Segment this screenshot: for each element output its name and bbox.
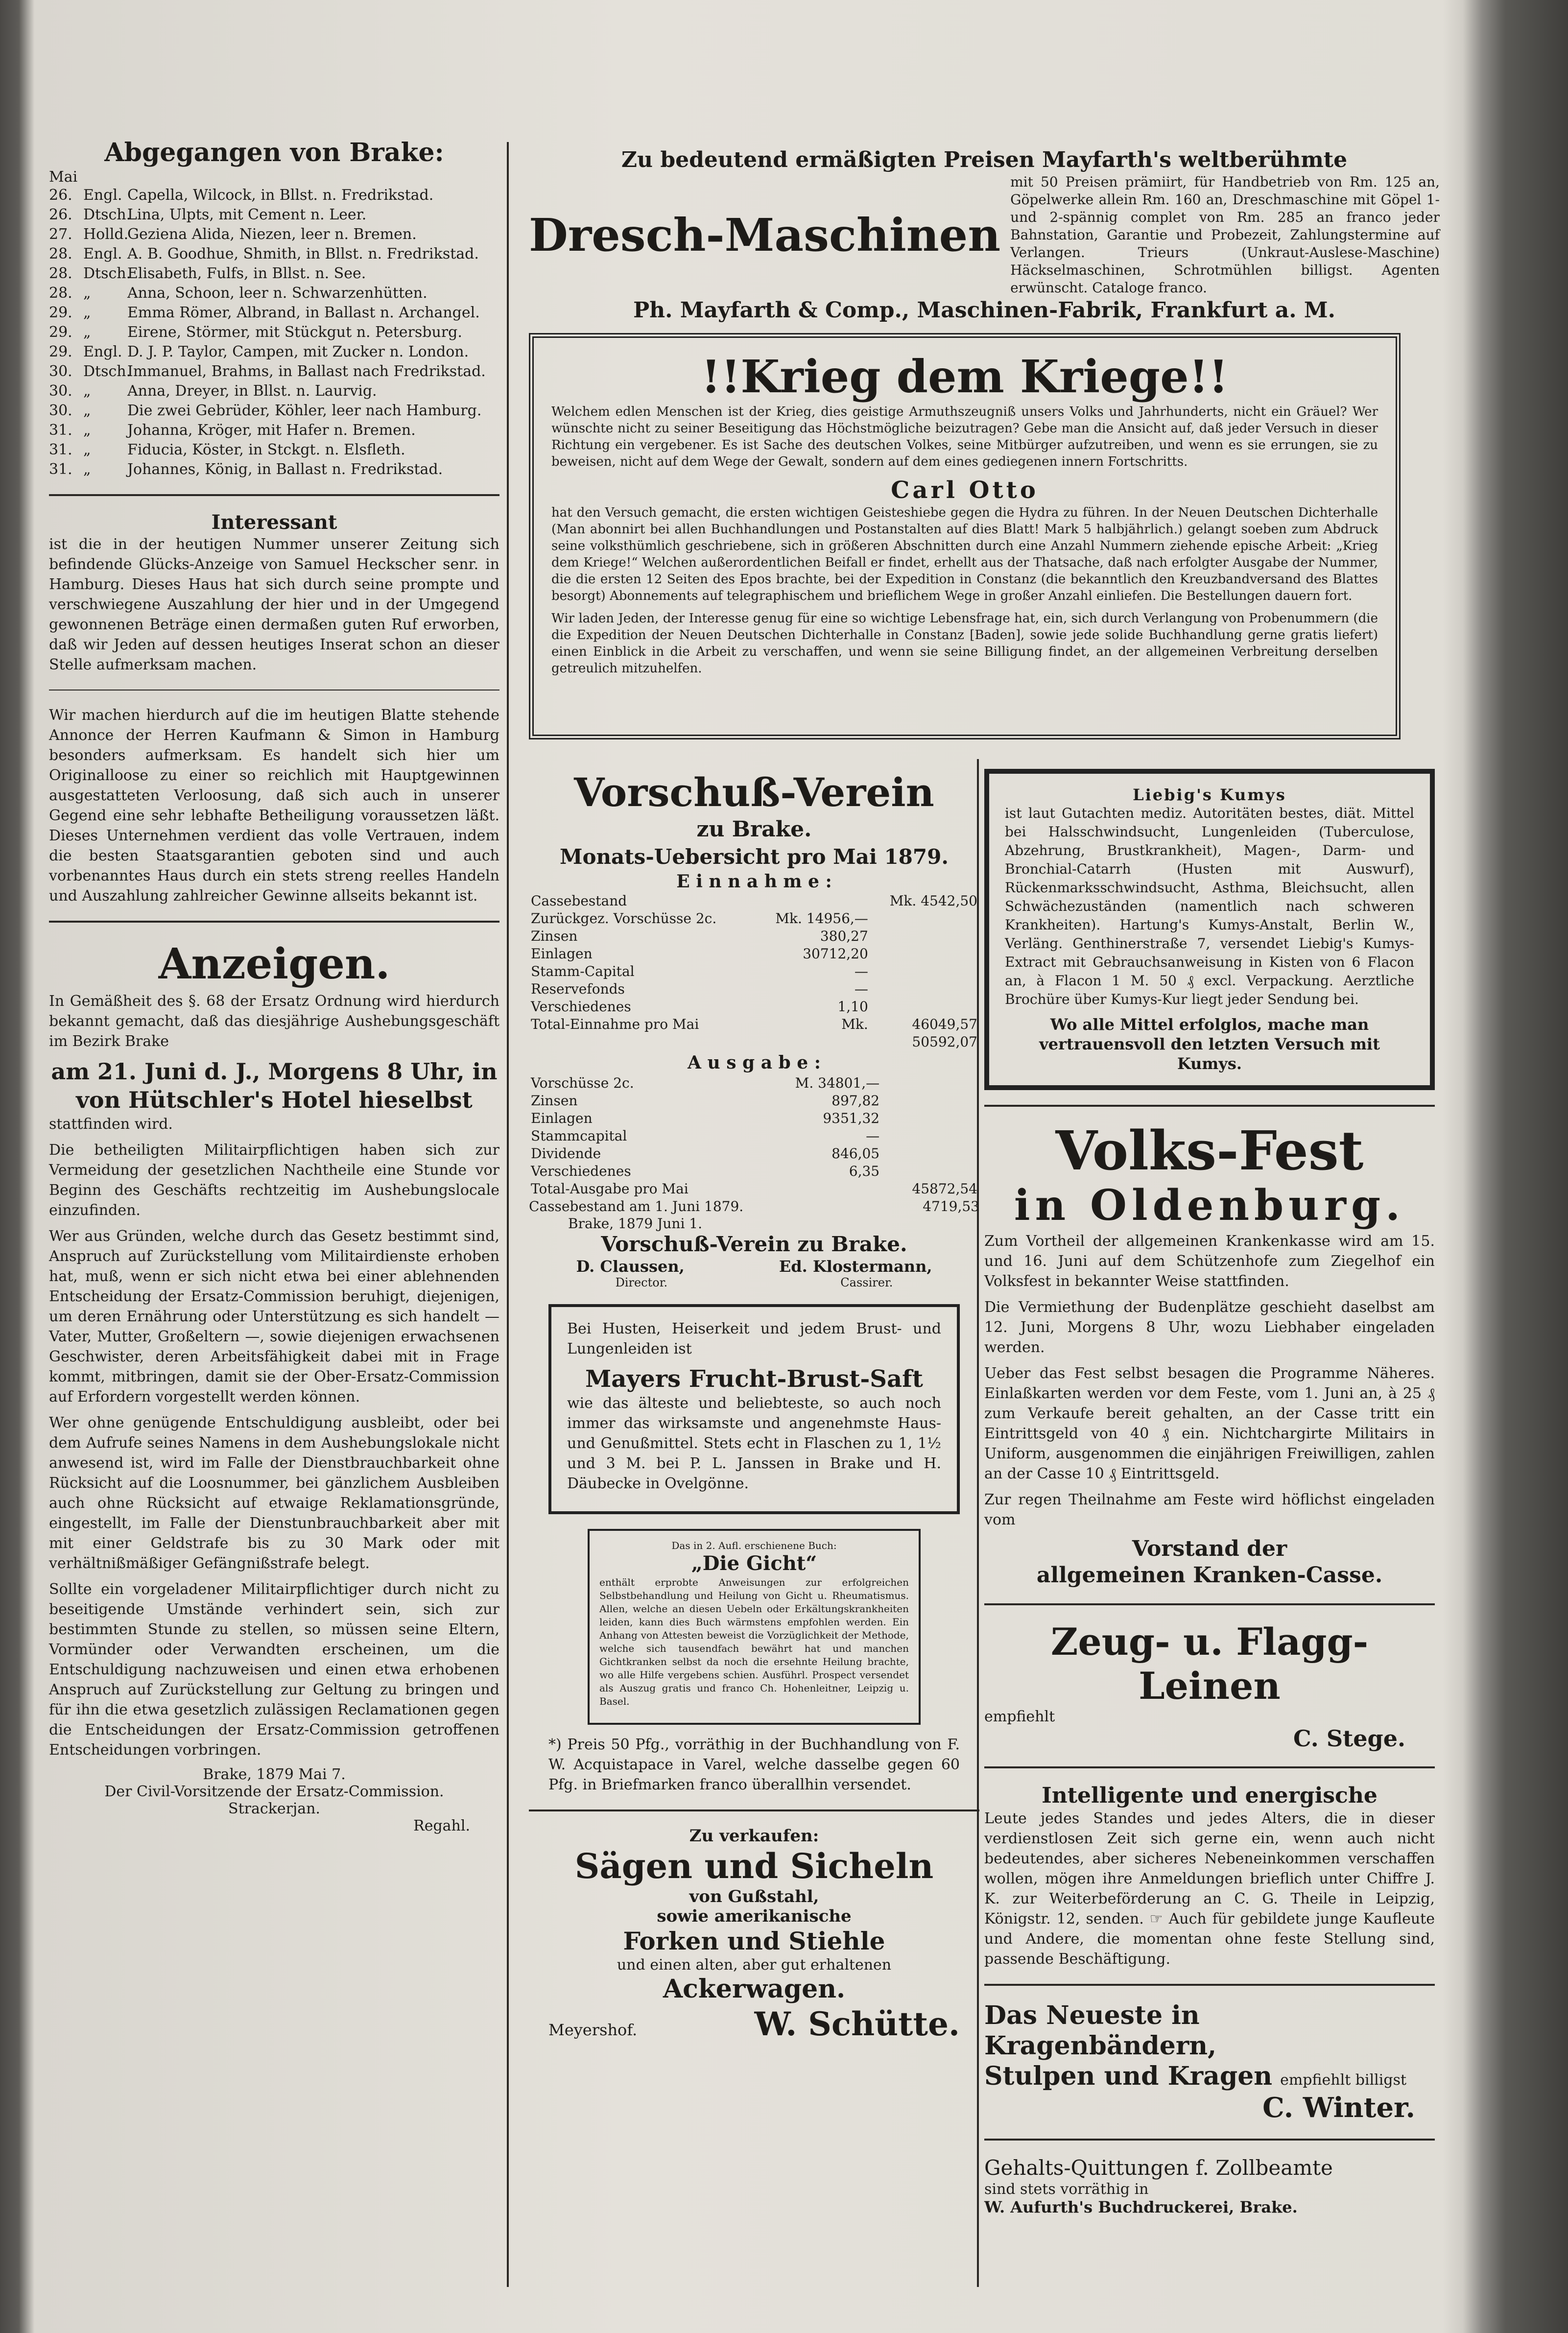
finance-cell-a: 846,05 <box>832 1145 880 1162</box>
departure-day: 31. <box>49 422 72 439</box>
interessant-text: ist die in der heutigen Nummer unserer Zeitung sich befindende Glücks-Anzeige von Samuel Heckscher senr. in Hamburg. Dieses Haus hat sich durch seine prompte und verschwiegene Auszahlung der hier und in der Umgegend gewonnenen Beträge einen dermaßen guten Ruf erworben, daß wir Jeden auf dessen heutiges Inserat schon an dieser Stelle aufmerksam machen. <box>49 536 499 673</box>
finance-cell-b <box>881 1092 979 1110</box>
volksfest-sig2: allgemeinen Kranken-Casse. <box>1036 1563 1383 1588</box>
departure-nat: Holld. <box>83 226 129 243</box>
finance-cell-label: Dividende <box>531 1145 601 1162</box>
departure-day: 31. <box>49 441 72 458</box>
departure-entry <box>49 421 499 440</box>
volksfest-city: in Oldenburg. <box>1014 1181 1405 1230</box>
vorschuss-place: Brake, 1879 Juni 1. <box>568 1215 703 1232</box>
vorschuss-footer: Vorschuß-Verein zu Brake. <box>601 1232 907 1256</box>
finance-row <box>529 1145 979 1163</box>
departure-nat: „ <box>83 422 91 439</box>
departure-nat: „ <box>83 402 91 419</box>
divider <box>49 494 499 496</box>
anzeigen-place-date: Brake, 1879 Mai 7. <box>203 1766 346 1783</box>
column-middle <box>529 769 979 2043</box>
anzeigen-name2: Regahl. <box>413 1817 470 1834</box>
finance-cell-b <box>870 928 979 945</box>
departure-text: Eirene, Störmer, mit Stückgut n. Petersburg. <box>127 324 462 341</box>
vorschuss-income-table <box>529 892 979 1051</box>
finance-cell-b <box>870 910 979 928</box>
finance-cell-a: Mk. 14956,— <box>775 910 868 927</box>
departure-text: Johannes, König, in Ballast n. Fredrikstad. <box>127 461 443 478</box>
kragen-line2: Stulpen und Kragen <box>984 2061 1273 2091</box>
departure-entry <box>49 284 499 303</box>
volksfest-title: Volks-Fest <box>1055 1119 1364 1182</box>
vorschuss-cash-label: Cassebestand am 1. Juni 1879. <box>529 1198 744 1214</box>
finance-cell-b: 46049,57 <box>912 1016 977 1032</box>
finance-cell-b <box>881 1145 979 1163</box>
departure-entry <box>49 362 499 381</box>
departure-day: 27. <box>49 226 72 243</box>
gicht-ad <box>588 1529 921 1725</box>
vorschuss-income-label: E i n n a h m e : <box>676 871 832 892</box>
kragen-tail: empfiehlt billigst <box>1280 2071 1407 2089</box>
finance-cell-label: Total-Ausgabe pro Mai <box>531 1181 689 1197</box>
finance-cell-b: Mk. 4542,50 <box>889 893 977 909</box>
divider <box>984 1603 1435 1605</box>
dresch-text: mit 50 Preisen prämiirt, für Handbetrieb von Rm. 125 an, Göpelwerke allein Rm. 160 an, Dreschmaschine mit Göpel 1- und 2-spännig complet von Rm. 285 an franco jeder Bahnstation, Garantie und Probezeit, Zahlungstermine auf Verlangen. Trieurs (Unkraut-Auslese-Maschine) Häckselmaschinen, Schrotmühlen billigst. Agenten erwünscht. Cataloge franco. <box>1010 174 1440 296</box>
finance-cell-a: 380,27 <box>820 928 868 944</box>
kragen-line1: Das Neueste in Kragenbändern, <box>984 2000 1217 2061</box>
departure-nat: Dtsch. <box>83 265 131 282</box>
finance-cell-b <box>870 998 979 1016</box>
finance-cell-label: Vorschüsse 2c. <box>531 1075 634 1091</box>
departure-entry <box>49 381 499 401</box>
finance-row <box>529 910 979 928</box>
liebig-bold: Wo alle Mittel erfolglos, mache man vertrauensvoll den letzten Versuch mit Kumys. <box>1039 1015 1380 1073</box>
gicht-note: *) Preis 50 Pfg., vorräthig in der Buchhandlung von F. W. Acquistapace in Varel, welche dasselbe gegen 60 Pfg. in Briefmarken franco überallhin versendet. <box>548 1736 960 1793</box>
saegen-title: Sägen und Sicheln <box>574 1846 934 1886</box>
finance-cell-a: 30712,20 <box>803 946 868 962</box>
gicht-text: enthält erprobte Anweisungen zur erfolgreichen Selbstbehandlung und Heilung von Gicht u. Rheumatismus. Allen, welche an diesen Uebeln oder Erkältungskrankheiten leiden, kann dies Buch wärmstens empfohlen werden. Ein Anhang von Attesten beweist die Vorzüglichkeit der Methode, welche sich tausendfach bewährt hat und manchen Gichtkranken selbst da noch die ersehnte Heilung brachte, wo alle Hilfe vergebens schien. Ausführl. Prospect versendet als Auszug gratis und franco Ch. Hohenleitner, Leipzig u. Basel. <box>599 1576 909 1707</box>
departure-day: 29. <box>49 324 72 341</box>
departure-text: Die zwei Gebrüder, Köhler, leer nach Hamburg. <box>127 402 482 419</box>
anzeigen-after: stattfinden wird. <box>49 1116 173 1133</box>
gicht-title: „Die Gicht“ <box>691 1552 817 1575</box>
finance-cell-label: Verschiedenes <box>531 1163 631 1179</box>
finance-row <box>529 928 979 945</box>
dresch-ad <box>529 147 1440 324</box>
finance-cell-a <box>757 1180 881 1198</box>
departure-text: Capella, Wilcock, in Bllst. n. Fredrikstad. <box>127 187 434 204</box>
finance-row <box>529 980 979 998</box>
finance-row <box>529 945 979 963</box>
kragen-name: C. Winter. <box>1262 2092 1415 2124</box>
departure-text: Johanna, Kröger, mit Hafer n. Bremen. <box>127 422 416 439</box>
departure-day: 28. <box>49 245 72 262</box>
departures-month: Mai <box>49 168 78 186</box>
departure-day: 30. <box>49 382 72 400</box>
finance-row <box>529 892 979 910</box>
zeug-name: C. Stege. <box>1293 1725 1405 1752</box>
interessant-title: Interessant <box>211 511 337 534</box>
finance-row <box>529 1092 979 1110</box>
finance-row <box>529 998 979 1016</box>
mayers-intro: Bei Husten, Heiserkeit und jedem Brust- und Lungenleiden ist <box>567 1320 941 1357</box>
finance-cell-label: Total-Einnahme pro Mai <box>531 1016 699 1032</box>
vorschuss-expense-label: A u s g a b e : <box>688 1052 821 1073</box>
gehalts-title: Gehalts-Quittungen f. Zollbeamte <box>984 2156 1333 2180</box>
departure-text: Geziena Alida, Niezen, leer n. Bremen. <box>127 226 417 243</box>
finance-cell-label: Reservefonds <box>531 981 625 997</box>
anzeigen-signer: Der Civil-Vorsitzende der Ersatz-Commission. <box>104 1783 444 1800</box>
krieg-p3: Wir laden Jeden, der Interesse genug für eine so wichtige Lebensfrage hat, ein, sich durch Verlangung von Probenummern (die die Expedition der Neuen Deutschen Dichterhalle in Constanz [Baden], sowie jede solide Buchhandlung gerne gratis liefert) einen Einblick in die Arbeit zu verschaffen, und wenn sie seine Billigung findet, an der allgemeinen Verbreitung derselben getreulich mitzuhelfen. <box>551 611 1378 676</box>
departure-nat: Dtsch. <box>83 363 131 380</box>
departure-text: Immanuel, Brahms, in Ballast nach Fredrikstad. <box>127 363 486 380</box>
volksfest-p2: Die Vermiethung der Budenplätze geschieht daselbst am 12. Juni, Morgens 8 Uhr, wozu Liebhaber eingeladen werden. <box>984 1299 1435 1356</box>
finance-row <box>529 1110 979 1127</box>
finance-cell-a: Mk. <box>841 1016 868 1032</box>
departure-nat: „ <box>83 441 91 458</box>
departure-text: Lina, Ulpts, mit Cement n. Leer. <box>127 206 367 223</box>
finance-row <box>529 963 979 980</box>
departure-nat: Dtsch. <box>83 206 131 223</box>
departure-entry <box>49 303 499 323</box>
anzeigen-title: Anzeigen. <box>158 939 390 989</box>
gehalts-firm: W. Aufurth's Buchdruckerei, Brake. <box>984 2198 1298 2216</box>
divider <box>984 2139 1435 2141</box>
vorschuss-cash-value: 4719,53 <box>923 1198 979 1214</box>
saegen-name: W. Schütte. <box>754 2005 960 2043</box>
departure-nat: Engl. <box>83 245 122 262</box>
anzeigen-p2: Wer aus Gründen, welche durch das Gesetz bestimmt sind, Anspruch auf Zurückstellung vom Militairdienste erhoben hat, muß, wenn er sich nicht etwa bei einer ablehnenden Entscheidung der Ersatz-Commission beruhigt, diejenigen, um deren Ernährung oder Unterstützung es sich handelt — Vater, Mutter, Großeltern —, sowie diejenigen erwachsenen Geschwister, deren Arbeitsfähigkeit dabei mit in Frage kommt, mitbringen, damit sie der Ober-Ersatz-Commission auf Erfordern vorgestellt werden können. <box>49 1228 499 1405</box>
finance-cell-b: 45872,54 <box>912 1181 977 1197</box>
anzeigen-name1: Strackerjan. <box>228 1800 320 1817</box>
vorschuss-sig2: Ed. Klostermann, <box>779 1257 932 1276</box>
liebig-title: Liebig's Kumys <box>1133 786 1286 804</box>
finance-cell-b <box>881 1074 979 1092</box>
vorschuss-sig1: D. Claussen, <box>576 1257 685 1276</box>
departure-nat: „ <box>83 304 91 321</box>
finance-cell-label: Zinsen <box>531 1093 578 1109</box>
finance-cell-a: M. 34801,— <box>795 1075 880 1091</box>
departure-text: Elisabeth, Fulfs, in Bllst. n. See. <box>127 265 366 282</box>
departure-nat: „ <box>83 382 91 400</box>
divider <box>984 1984 1435 1986</box>
newspaper-page <box>20 15 1440 2316</box>
finance-cell-b: 50592,07 <box>912 1034 977 1050</box>
finance-cell-a: — <box>854 963 868 979</box>
departure-day: 28. <box>49 285 72 302</box>
departure-entry <box>49 440 499 460</box>
departures-title: Abgegangen von Brake: <box>104 138 444 167</box>
kaufmann-simon-notice: Wir machen hierdurch auf die im heutigen Blatte stehende Annonce der Herren Kaufmann & Simon in Hamburg besonders aufmerksam. Es handelt sich hier um Originalloose zu einer so reichlich mit Hauptgewinnen ausgestatteten Verloosung, daß sich auch in unserer Gegend eine sehr lebhafte Betheiligung voraussetzen läßt. Dieses Unternehmen verdient das volle Vertrauen, indem die besten Staatsgarantien geboten sind und auch vorbenanntes Haus durch ein stets streng reelles Handeln und Auszahlung zahlreicher Gewinne allseits bekannt ist. <box>49 707 499 905</box>
vorschuss-cash-row <box>529 1198 979 1215</box>
finance-cell-b <box>881 1110 979 1127</box>
saegen-line: sowie amerikanische <box>657 1906 852 1926</box>
saegen-forken: Forken und Stiehle <box>623 1927 885 1955</box>
vorschuss-expense-table <box>529 1074 979 1198</box>
departure-day: 31. <box>49 461 72 478</box>
departure-nat: „ <box>83 461 91 478</box>
vorschuss-monthly: Monats-Uebersicht pro Mai 1879. <box>560 845 949 869</box>
finance-cell-label: Stammcapital <box>531 1128 627 1144</box>
finance-row <box>529 1163 979 1180</box>
finance-cell-label: Zinsen <box>531 928 578 944</box>
departure-day: 30. <box>49 402 72 419</box>
anzeigen-p1: Die betheiligten Militairpflichtigen haben sich zur Vermeidung der gesetzlichen Nachtheile eine Stunde vor Beginn des Geschäfts rechtzeitig im Aushebungslocale einzufinden. <box>49 1142 499 1219</box>
departure-entry <box>49 460 499 479</box>
gicht-top: Das in 2. Aufl. erschienene Buch: <box>671 1540 837 1551</box>
departure-day: 28. <box>49 265 72 282</box>
column-left <box>49 137 499 1834</box>
saegen-sub: von Gußstahl, <box>689 1887 819 1906</box>
finance-cell-label: Verschiedenes <box>531 999 631 1015</box>
finance-cell-label <box>529 1033 755 1051</box>
finance-cell-label: Cassebestand <box>531 893 627 909</box>
anzeigen-lead: In Gemäßheit des §. 68 der Ersatz Ordnung wird hierdurch bekannt gemacht, daß das diesjährige Aushebungsgeschäft im Bezirk Brake <box>49 993 499 1050</box>
departure-day: 26. <box>49 187 72 204</box>
anzeigen-p3: Wer ohne genügende Entschuldigung ausbleibt, oder bei dem Aufrufe seines Namens in dem Aushebungslokale nicht anwesend ist, wird im Falle der Dienstbrauchbarkeit ohne Rücksicht auf die Loosnummer, bei gänzlichem Ausbleiben auch ohne Rücksicht auf etwaige Reklamationsgründe, eingestellt, im Falle der Dienstunbrauchbarkeit aber mit mit einer Geldstrafe bis zu 30 Mark oder mit verhältnißmäßiger Gefängnißstrafe belegt. <box>49 1414 499 1572</box>
saegen-wagen: Ackerwagen. <box>663 1974 846 2004</box>
departure-entry <box>49 225 499 244</box>
finance-cell-a: 1,10 <box>837 999 868 1015</box>
divider <box>49 921 499 923</box>
finance-row <box>529 1127 979 1145</box>
departure-text: Fiducia, Köster, in Stckgt. n. Elsfleth. <box>127 441 405 458</box>
divider <box>984 1105 1435 1107</box>
vorschuss-title: Vorschuß-Verein <box>574 769 934 815</box>
vorschuss-sub: zu Brake. <box>696 817 812 842</box>
departure-day: 29. <box>49 304 72 321</box>
finance-cell-label: Stamm-Capital <box>531 963 635 979</box>
gehalts-text: sind stets vorräthig in <box>984 2181 1149 2198</box>
finance-row <box>529 1074 979 1092</box>
finance-row <box>529 1033 979 1051</box>
zeug-title: Zeug- u. Flagg-Leinen <box>1050 1620 1369 1708</box>
departure-day: 30. <box>49 363 72 380</box>
zeug-lead: empfiehlt <box>984 1708 1055 1725</box>
finance-cell-b <box>870 945 979 963</box>
departure-entry <box>49 401 499 421</box>
departure-nat: Engl. <box>83 343 122 360</box>
liebig-text: ist laut Gutachten mediz. Autoritäten bestes, diät. Mittel bei Halsschwindsucht, Lungenleiden (Tuberculose, Abzehrung, Brustkrankheit), Magen-, Darm- und Bronchial-Catarrh (Husten mit Auswurf), Rückenmarksschwindsucht, Asthma, Bleichsucht, allen Schwächezuständen (namentlich nach schweren Krankheiten). Hartung's Kumys-Anstalt, Berlin W., Verläng. Genthinerstraße 7, versendet Liebig's Kumys-Extract mit Gebrauchsanweisung in Kisten von 6 Flacon an, à Flacon 1 M. 50 ₰ excl. Verpackung. Aerztliche Brochüre über Kumys-Kur liegt jeder Sendung bei. <box>1005 805 1414 1007</box>
dresch-title: Dresch-Maschinen <box>529 209 1001 262</box>
finance-cell-a <box>755 892 870 910</box>
anzeigen-p4: Sollte ein vorgeladener Militairpflichtiger durch nicht zu beseitigende Umstände verhindert sein, sich zur bestimmten Stunde zu stellen, so müssen seine Eltern, Vormünder oder Verwandten erscheinen, um die Entschuldigung nachzuweisen und einen etwa erhobenen Anspruch auf Zurückstellung zur Geltung zu bringen und für ihn die etwa gesetzlich zulässigen Reclamationen gegen die Entscheidungen der Ersatz-Commission getroffenen Entscheidungen vorbringen. <box>49 1581 499 1759</box>
departure-entry <box>49 264 499 284</box>
dresch-top: Zu bedeutend ermäßigten Preisen Mayfarth's weltberühmte <box>621 147 1348 172</box>
mayers-name: Mayers Frucht-Brust-Saft <box>585 1365 923 1393</box>
departure-entry <box>49 205 499 225</box>
anzeigen-date: am 21. Juni d. J., Morgens 8 Uhr, in von Hütschler's Hotel hieselbst <box>51 1058 498 1113</box>
finance-cell-label: Einlagen <box>531 946 593 962</box>
finance-row <box>529 1180 979 1198</box>
volksfest-p4: Zur regen Theilnahme am Feste wird höflichst eingeladen vom <box>984 1491 1435 1528</box>
departures-list <box>49 186 499 479</box>
finance-cell-a: 6,35 <box>849 1163 880 1179</box>
finance-cell-label: Zurückgez. Vorschüsse 2c. <box>531 910 717 927</box>
intelligente-title: Intelligente und energische <box>1042 1783 1378 1808</box>
mayers-ad <box>548 1304 960 1514</box>
finance-cell-b <box>870 963 979 980</box>
departure-text: D. J. P. Taylor, Campen, mit Zucker n. London. <box>127 343 469 360</box>
departure-nat: „ <box>83 285 91 302</box>
krieg-author: Carl Otto <box>891 476 1039 504</box>
column-rule-left <box>507 142 509 2287</box>
finance-cell-a <box>755 1033 870 1051</box>
finance-cell-b <box>870 980 979 998</box>
departure-entry <box>49 323 499 342</box>
departure-text: Emma Römer, Albrand, in Ballast n. Archangel. <box>127 304 480 321</box>
vorschuss-sig1-role: Director. <box>615 1276 668 1289</box>
finance-cell-b <box>881 1127 979 1145</box>
vorschuss-sig2-role: Cassirer. <box>840 1276 893 1289</box>
finance-cell-label: Einlagen <box>531 1110 593 1126</box>
finance-cell-a: — <box>854 981 868 997</box>
liebig-ad <box>984 769 1435 1090</box>
krieg-title: !!Krieg dem Kriege!! <box>701 350 1229 403</box>
krieg-p2: hat den Versuch gemacht, die ersten wichtigen Geisteshiebe gegen die Hydra zu führen. In der Neuen Deutschen Dichterhalle (Man abonnirt bei allen Buchhandlungen und Postanstalten auf dies Blatt! Mark 5 halbjährlich.) gelangt soeben zum Abdruck seine volksthümlich geschriebene, sich in größeren Abschnitten durch eine Anzahl Nummern ziehende epische Arbeit: „Krieg dem Kriege!“ Welchen außerordentlichen Beifall er findet, erhellt aus der Thatsache, daß nach erfolgter Ausgabe der Nummer, die die ersten 12 Seiten des Epos brachte, bei der Expedition in Constanz (die bekanntlich den Kreuzbandversand des Blattes besorgt) Abonnements auf telegraphischem und brieflichem Wege in großer Anzahl einliefen. Die Bestellungen dauern fort. <box>551 505 1378 603</box>
dresch-firm: Ph. Mayfarth & Comp., Maschinen-Fabrik, Frankfurt a. M. <box>633 298 1335 323</box>
departure-text: A. B. Goodhue, Shmith, in Bllst. n. Fredrikstad. <box>127 245 479 262</box>
saegen-lead: Zu verkaufen: <box>689 1826 819 1846</box>
volksfest-sig1: Vorstand der <box>1132 1536 1287 1561</box>
finance-cell-a: — <box>866 1128 880 1144</box>
finance-cell-b <box>881 1163 979 1180</box>
divider <box>984 1766 1435 1768</box>
divider <box>529 1809 979 1811</box>
departure-nat: „ <box>83 324 91 341</box>
departure-text: Anna, Schoon, leer n. Schwarzenhütten. <box>127 285 428 302</box>
mayers-text: wie das älteste und beliebteste, so auch noch immer das wirksamste und angenehmste Haus- und Genußmittel. Stets echt in Flaschen zu 1, 1½ und 3 M. bei P. L. Janssen in Brake und H. Däubecke in Ovelgönne. <box>567 1395 941 1492</box>
volksfest-p1: Zum Vortheil der allgemeinen Krankenkasse wird am 15. und 16. Juni auf dem Schützenhofe zum Ziegelhof ein Volksfest in bekannter Weise stattfinden. <box>984 1233 1435 1290</box>
krieg-p1: Welchem edlen Menschen ist der Krieg, dies geistige Armuthszeugniß unsers Volks und Jahrhunderts, nicht ein Gräuel? Wer wünschte nicht zu seiner Beseitigung das Höchstmögliche beizutragen? Gebe man die Ansicht auf, daß jeder Versuch in dieser Richtung ein vergebener. Es ist Sache des deutschen Volkes, seine Mitbürger aufzutreiben, und wenn es sie errungen, sie zu beweisen, nicht auf dem Wege der Gewalt, sondern auf dem eines gediegenen innern Fortschritts. <box>551 405 1378 469</box>
finance-row <box>529 1016 979 1033</box>
departure-entry <box>49 186 499 205</box>
finance-cell-a: 897,82 <box>832 1093 880 1109</box>
departure-entry <box>49 244 499 264</box>
intelligente-text: Leute jedes Standes und jedes Alters, die in dieser verdienstlosen Zeit sich gerne ein, wenn auch nicht bedeutendes, aber sicheres Nebeneinkommen verschaffen wollen, mögen ihre Anmeldungen brieflich unter Chiffre J. K. zur Weiterbeförderung an C. G. Theile in Leipzig, Königstr. 12, senden. ☞ Auch für gebildete junge Kaufleute und Andere, die momentan ohne feste Stellung sind, passende Beschäftigung. <box>984 1810 1435 1968</box>
volksfest-p3: Ueber das Fest selbst besagen die Programme Näheres. Einlaßkarten werden vor dem Feste, vom 1. Juni an, à 25 ₰ zum Verkaufe bereit gehalten, an der Casse tritt ein Eintrittsgeld von 40 ₰ ein. Nichtchargirte Militairs in Uniform, ausgenommen die einjährigen Freiwilligen, zahlen an der Casse 10 ₰ Eintrittsgeld. <box>984 1365 1435 1482</box>
departure-day: 29. <box>49 343 72 360</box>
finance-cell-a: 9351,32 <box>823 1110 880 1126</box>
saegen-und: und einen alten, aber gut erhaltenen <box>617 1956 892 1974</box>
saegen-place: Meyershof. <box>548 2021 638 2039</box>
column-right <box>984 769 1435 2216</box>
departure-entry <box>49 342 499 362</box>
departure-day: 26. <box>49 206 72 223</box>
departure-text: Anna, Dreyer, in Bllst. n. Laurvig. <box>127 382 377 400</box>
krieg-ad <box>529 333 1401 739</box>
departure-nat: Engl. <box>83 187 122 204</box>
